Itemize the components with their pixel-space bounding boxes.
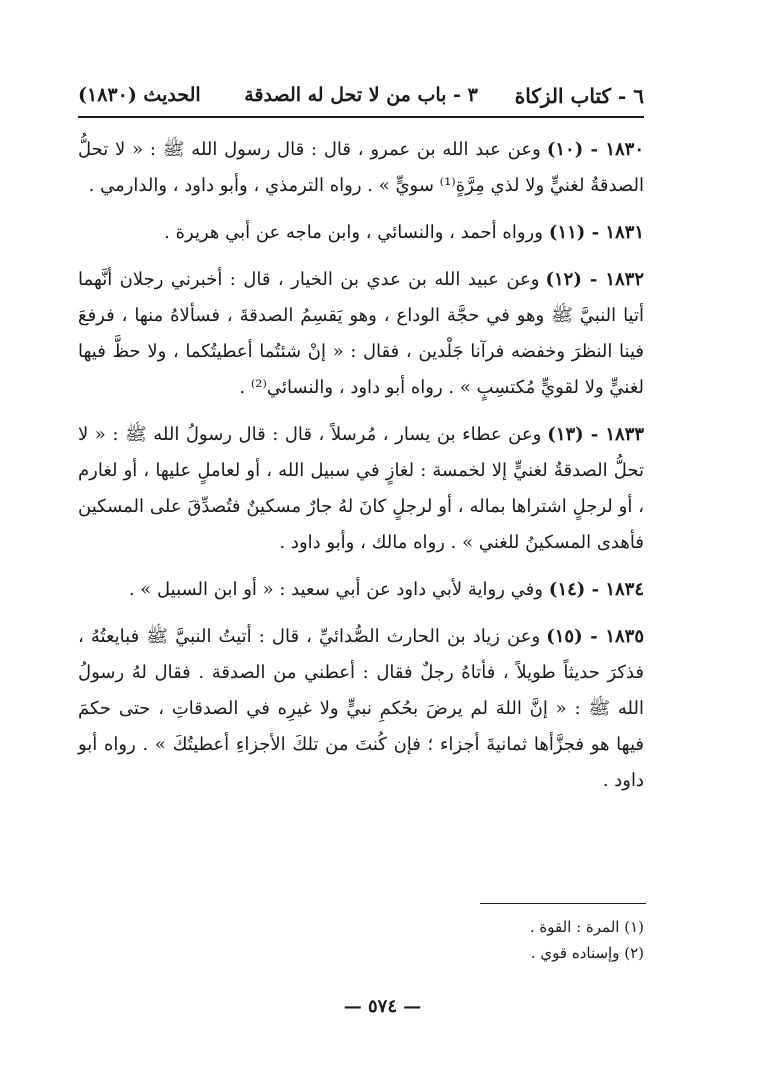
hadith-text: وفي رواية لأبي داود عن أبي سعيد : « أو ابن السبيل » . — [128, 579, 543, 600]
hadith-1833 — [78, 417, 644, 561]
hadith-number: ١٨٣١ - (١١) — [548, 222, 644, 243]
hadith-text: وعن عطاء بن يسار ، مُرسلاً ، قال : قال رسولُ الله ﷺ : « لا تحلُّ الصدقةُ لغنيٍّ إلا لخمسة : لغازٍ في سبيل الله ، أو لعاملٍ عليها ، أو لغارم ، أو لرجلٍ اشتراها بماله ، أو لرجلٍ كانَ لهُ جارٌ مسكينٌ فتُصدِّقَ على المسكين فأهدى المسكينُ للغني » . رواه مالك ، وأبو داود . — [78, 424, 644, 553]
hadith-reference: الحديث (١٨٣٠) — [78, 84, 201, 106]
hadith-number: ١٨٣٠ - (١٠) — [546, 139, 644, 160]
footnote-1: (١) المرة : القوة . — [529, 918, 644, 936]
hadith-number: ١٨٣٢ - (١٢) — [545, 269, 644, 290]
hadith-1832 — [78, 262, 644, 406]
page-header — [78, 80, 644, 112]
hadith-1831 — [78, 215, 644, 251]
page-number: — ٥٧٤ — — [343, 996, 422, 1017]
hadith-text: وعن عبد الله بن عمرو ، قال : قال رسول الله ﷺ : « لا تحلُّ الصدقةُ لغنيٍّ ولا لذي مِرَّةٍ⁽¹⁾ سويٍّ » . رواه الترمذي ، وأبو داود ، والدارمي . — [78, 139, 644, 196]
hadith-1835 — [78, 619, 644, 799]
book-title: ٦ - كتاب الزكاة — [514, 84, 644, 108]
hadith-number: ١٨٣٥ - (١٥) — [546, 626, 644, 647]
hadith-1830 — [78, 132, 644, 204]
hadith-number: ١٨٣٤ - (١٤) — [548, 579, 644, 600]
footnote-divider — [480, 903, 646, 904]
hadith-1834 — [78, 572, 644, 608]
hadith-list — [78, 132, 644, 810]
footnotes — [78, 914, 644, 966]
hadith-text: وعن عبيد الله بن عدي بن الخيار ، قال : أخبرني رجلان أنَّهما أتيا النبيَّ ﷺ وهو في حجَّة الوداع ، وهو يَقسِمُ الصدقةَ ، فسألاهُ منها ، فرفعَ فينا النظرَ وخفضه فرآنا جَلْدين ، فقال : « إنْ شئتُما أعطيتُكما ، ولا حظَّ فيها لغنيٍّ ولا لقويٍّ مُكتسِبٍ » . رواه أبو داود ، والنسائي⁽²⁾ . — [78, 269, 644, 398]
footnote-2: (٢) وإسناده قوي . — [530, 944, 644, 962]
hadith-text: وعن زياد بن الحارث الصُّدائيِّ ، قال : أتيتُ النبيَّ ﷺ فبايعتُهُ ، فذكرَ حديثاً طويلاً ، فأتاهُ رجلٌ فقال : أعطني من الصدقة . فقال لهُ رسولُ الله ﷺ : « إنَّ اللهَ لم يرضَ بحُكمِ نبيٍّ ولا غيرِه في الصدقاتِ ، حتى حكمَ فيها هو فجزَّأها ثمانيةَ أجزاء ؛ فإن كُنتَ من تلكَ الأجزاءِ أعطيتُكَ » . رواه أبو داود . — [78, 626, 644, 791]
header-divider — [78, 116, 644, 118]
chapter-title: ٣ - باب من لا تحل له الصدقة — [244, 84, 478, 106]
hadith-text: ورواه أحمد ، والنسائي ، وابن ماجه عن أبي هريرة . — [164, 222, 543, 243]
hadith-number: ١٨٣٣ - (١٣) — [547, 424, 644, 445]
